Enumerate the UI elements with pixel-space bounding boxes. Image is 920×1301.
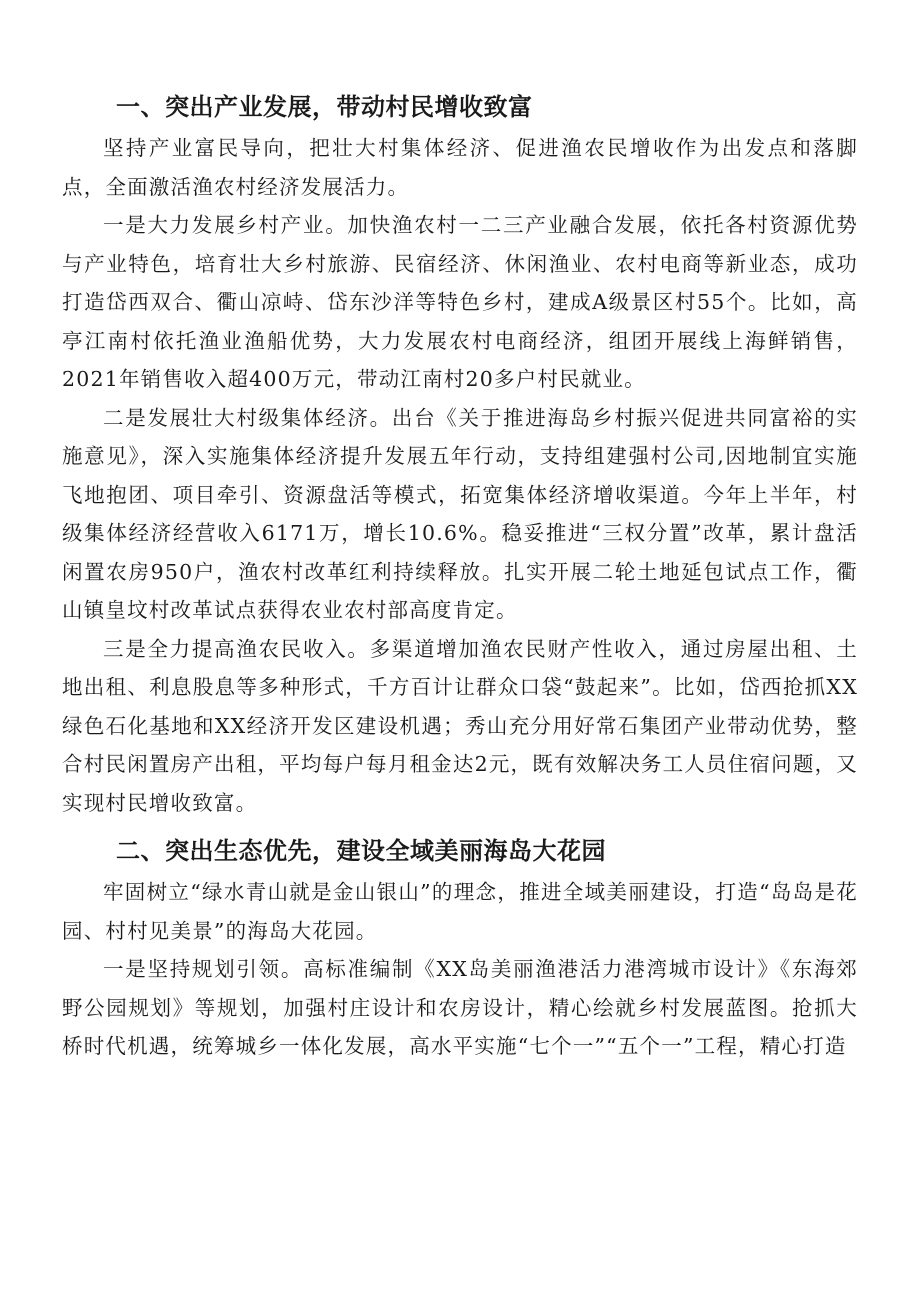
paragraph: 三是全力提高渔农民收入。多渠道增加渔农民财产性收入，通过房屋出租、土地出租、利息股息等多种形式，千方百计让群众口袋“鼓起来”。比如，岱西抢抓XX绿色石化基地和XX经济开发区建设机遇；秀山充分用好常石集团产业带动优势，整合村民闲置房产出租，平均每户每月租金达2元，既有效解决务工人员住宿问题，又实现村民增收致富。	[62, 636, 858, 815]
paragraph: 一是坚持规划引领。高标准编制《XX岛美丽渔港活力港湾城市设计》《东海郊野公园规划》等规划，加强村庄设计和农房设计，精心绘就乡村发展蓝图。抢抓大桥时代机遇，统筹城乡一体化发展，高水平实施“七个一”“五个一”工程，精心打造	[62, 957, 858, 1058]
paragraph: 牢固树立“绿水青山就是金山银山”的理念，推进全域美丽建设，打造“岛岛是花园、村村见美景”的海岛大花园。	[62, 880, 858, 943]
paragraph: 二是发展壮大村级集体经济。出台《关于推进海岛乡村振兴促进共同富裕的实施意见》，深入实施集体经济提升发展五年行动，支持组建强村公司,因地制宜实施飞地抱团、项目牵引、资源盘活等模式，拓宽集体经济增收渠道。今年上半年，村级集体经济经营收入6171万，增长10.6%。稳妥推进“三权分置”改革，累计盘活闲置农房950户，渔农村改革红利持续释放。扎实开展二轮土地延包试点工作，衢山镇皇坟村改革试点获得农业农村部高度肯定。	[62, 405, 858, 622]
paragraph: 坚持产业富民导向，把壮大村集体经济、促进渔农民增收作为出发点和落脚点，全面激活渔农村经济发展活力。	[62, 136, 858, 199]
section-heading-2: 二、突出生态优先，建设全域美丽海岛大花园	[116, 837, 606, 865]
section-heading-1: 一、突出产业发展，带动村民增收致富	[116, 93, 533, 121]
document-page	[62, 84, 858, 1066]
paragraph: 一是大力发展乡村产业。加快渔农村一二三产业融合发展，依托各村资源优势与产业特色，培育壮大乡村旅游、民宿经济、休闲渔业、农村电商等新业态，成功打造岱西双合、衢山凉峙、岱东沙洋等特色乡村，建成A级景区村55个。比如，高亭江南村依托渔业渔船优势，大力发展农村电商经济，组团开展线上海鲜销售，2021年销售收入超400万元，带动江南村20多户村民就业。	[62, 213, 858, 391]
